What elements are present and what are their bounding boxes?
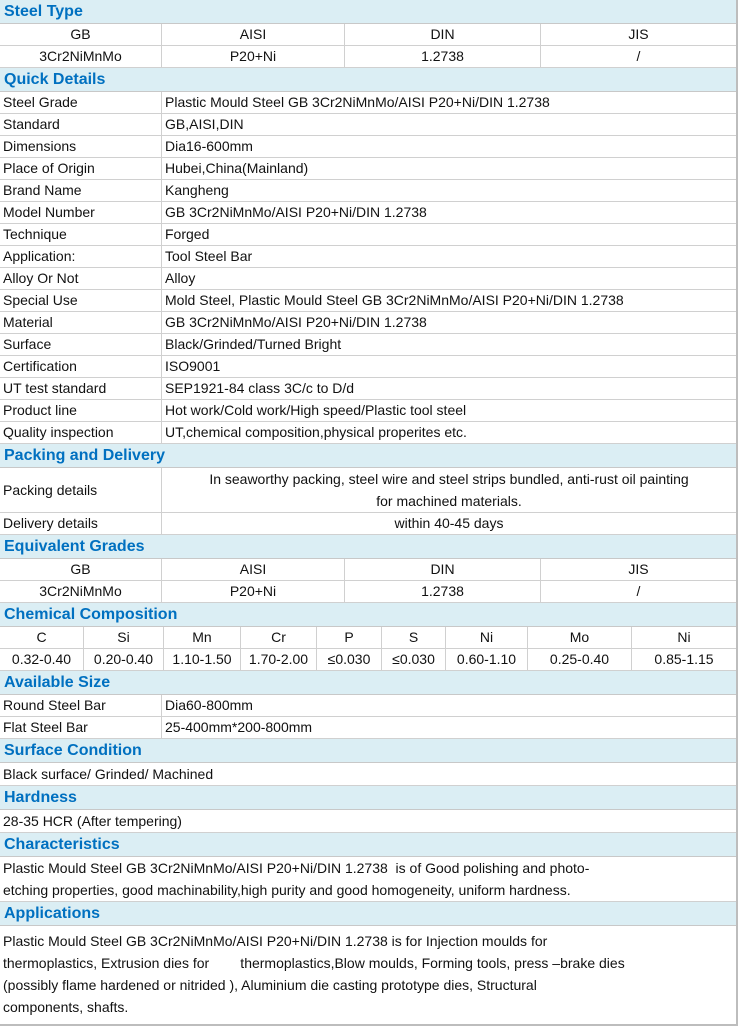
chemical-header: Cr [241, 627, 317, 648]
section-header-surface: Surface Condition [0, 739, 736, 763]
packing-line: In seaworthy packing, steel wire and steel strips bundled, anti-rust oil painting [209, 471, 689, 487]
section-header-chemical: Chemical Composition [0, 603, 736, 627]
chemical-header: Mn [164, 627, 241, 648]
chemical-header: Ni [677, 629, 691, 645]
characteristics-line: etching properties, good machinability,high purity and good homogeneity, uniform hardness. [3, 882, 571, 898]
chemical-header: Si [84, 627, 164, 648]
quick_details-label: UT test standard [0, 378, 162, 399]
quick_details-row [0, 268, 736, 290]
quick_details-row [0, 246, 736, 268]
chemical-headers-row [0, 627, 736, 649]
quick_details-value: Black/Grinded/Turned Bright [165, 336, 342, 352]
steel_type-header: GB [0, 24, 162, 45]
chemical-value: 0.20-0.40 [84, 649, 164, 670]
steel_type-value: P20+Ni [162, 46, 345, 67]
quick_details-label: Dimensions [0, 136, 162, 157]
quick_details-value: Plastic Mould Steel GB 3Cr2NiMnMo/AISI P20+Ni/DIN 1.2738 [165, 94, 550, 110]
steel_type-value: 1.2738 [345, 46, 541, 67]
quick_details-value: Forged [165, 226, 210, 242]
quick_details-value: ISO9001 [165, 358, 221, 374]
quick_details-value: GB,AISI,DIN [165, 116, 244, 132]
quick_details-label: Surface [0, 334, 162, 355]
quick_details-row [0, 224, 736, 246]
available_size-value: 25-400mm*200-800mm [165, 719, 313, 735]
available_size-value: Dia60-800mm [165, 697, 253, 713]
equivalent-value: 1.2738 [345, 581, 541, 602]
section-header-equivalent: Equivalent Grades [0, 535, 736, 559]
section-header-quick_details: Quick Details [0, 68, 736, 92]
quick_details-value: Hot work/Cold work/High speed/Plastic tool steel [165, 402, 467, 418]
chemical-values-row [0, 649, 736, 671]
steel_type-header: DIN [345, 24, 541, 45]
quick_details-row [0, 356, 736, 378]
quick_details-value: GB 3Cr2NiMnMo/AISI P20+Ni/DIN 1.2738 [165, 314, 427, 330]
chemical-value: ≤0.030 [382, 649, 446, 670]
delivery-details-row [0, 513, 736, 535]
quick_details-value: Alloy [165, 270, 196, 286]
quick_details-label: Material [0, 312, 162, 333]
quick_details-row [0, 114, 736, 136]
steel_type-value: / [636, 48, 641, 64]
available_size-row [0, 717, 736, 739]
characteristics-line: Plastic Mould Steel GB 3Cr2NiMnMo/AISI P20+Ni/DIN 1.2738 is of Good polishing and photo- [3, 860, 590, 876]
equivalent-value: P20+Ni [162, 581, 345, 602]
quick_details-value: Mold Steel, Plastic Mould Steel GB 3Cr2NiMnMo/AISI P20+Ni/DIN 1.2738 [165, 292, 624, 308]
chemical-header: C [0, 627, 84, 648]
chemical-value: 1.70-2.00 [241, 649, 317, 670]
packing-label: Packing details [0, 468, 162, 512]
section-header-packing: Packing and Delivery [0, 444, 736, 468]
chemical-value: ≤0.030 [317, 649, 382, 670]
quick_details-value: Dia16-600mm [165, 138, 253, 154]
quick_details-label: Model Number [0, 202, 162, 223]
quick_details-label: Standard [0, 114, 162, 135]
steel_type-values-row [0, 46, 736, 68]
chemical-header: Mo [528, 627, 632, 648]
steel_type-header: JIS [628, 26, 649, 42]
available_size-label: Flat Steel Bar [0, 717, 162, 738]
applications-line: components, shafts. [3, 999, 129, 1015]
steel_type-headers-row [0, 24, 736, 46]
packing-details-row [0, 468, 736, 513]
quick_details-label: Steel Grade [0, 92, 162, 113]
delivery-label: Delivery details [0, 513, 162, 534]
chemical-value: 0.85-1.15 [654, 651, 714, 667]
section-header-characteristics: Characteristics [0, 833, 736, 857]
chemical-value: 0.32-0.40 [0, 649, 84, 670]
quick_details-label: Alloy Or Not [0, 268, 162, 289]
quick_details-row [0, 312, 736, 334]
section-header-applications: Applications [0, 902, 736, 926]
quick_details-label: Certification [0, 356, 162, 377]
quick_details-row [0, 334, 736, 356]
quick_details-row [0, 180, 736, 202]
quick_details-row [0, 400, 736, 422]
applications-line: thermoplastics, Extrusion dies for thermoplastics,Blow moulds, Forming tools, press –brake dies [3, 955, 625, 971]
quick_details-row [0, 422, 736, 444]
quick_details-label: Special Use [0, 290, 162, 311]
quick_details-row [0, 136, 736, 158]
chemical-header: S [382, 627, 446, 648]
section-header-hardness: Hardness [0, 786, 736, 810]
equivalent-header: AISI [162, 559, 345, 580]
quick_details-value: Kangheng [165, 182, 229, 198]
quick_details-row [0, 158, 736, 180]
quick_details-value: UT,chemical composition,physical properites etc. [165, 424, 467, 440]
surface-text: Black surface/ Grinded/ Machined [0, 763, 736, 786]
applications-line: (possibly flame hardened or nitrided ), Aluminium die casting prototype dies, Structural [3, 977, 537, 993]
available_size-label: Round Steel Bar [0, 695, 162, 716]
quick_details-row [0, 290, 736, 312]
delivery-value: within 40-45 days [394, 515, 504, 531]
equivalent-headers-row [0, 559, 736, 581]
quick_details-value: GB 3Cr2NiMnMo/AISI P20+Ni/DIN 1.2738 [165, 204, 427, 220]
equivalent-value: 3Cr2NiMnMo [0, 581, 162, 602]
quick_details-row [0, 378, 736, 400]
applications-line: Plastic Mould Steel GB 3Cr2NiMnMo/AISI P20+Ni/DIN 1.2738 is for Injection moulds for [3, 933, 548, 949]
quick_details-row [0, 92, 736, 114]
quick_details-value: Hubei,China(Mainland) [165, 160, 309, 176]
chemical-value: 0.60-1.10 [446, 649, 528, 670]
applications-text [0, 926, 736, 1018]
quick_details-row [0, 202, 736, 224]
packing-line: for machined materials. [376, 493, 522, 509]
steel_type-header: AISI [162, 24, 345, 45]
quick_details-label: Brand Name [0, 180, 162, 201]
section-header-available_size: Available Size [0, 671, 736, 695]
quick_details-value: SEP1921-84 class 3C/c to D/d [165, 380, 355, 396]
equivalent-value: / [636, 583, 641, 599]
quick_details-label: Place of Origin [0, 158, 162, 179]
available_size-row [0, 695, 736, 717]
packing-value [162, 468, 736, 512]
characteristics-text [0, 857, 736, 902]
hardness-text: 28-35 HCR (After tempering) [0, 810, 736, 833]
equivalent-header: JIS [628, 561, 649, 577]
quick_details-value: Tool Steel Bar [165, 248, 253, 264]
quick_details-label: Quality inspection [0, 422, 162, 443]
chemical-value: 0.25-0.40 [528, 649, 632, 670]
equivalent-values-row [0, 581, 736, 603]
quick_details-label: Product line [0, 400, 162, 421]
chemical-header: Ni [446, 627, 528, 648]
equivalent-header: DIN [345, 559, 541, 580]
equivalent-header: GB [0, 559, 162, 580]
quick_details-label: Technique [0, 224, 162, 245]
quick_details-label: Application: [0, 246, 162, 267]
chemical-value: 1.10-1.50 [164, 649, 241, 670]
chemical-header: P [317, 627, 382, 648]
section-header-steel_type: Steel Type [0, 0, 736, 24]
steel_type-value: 3Cr2NiMnMo [0, 46, 162, 67]
